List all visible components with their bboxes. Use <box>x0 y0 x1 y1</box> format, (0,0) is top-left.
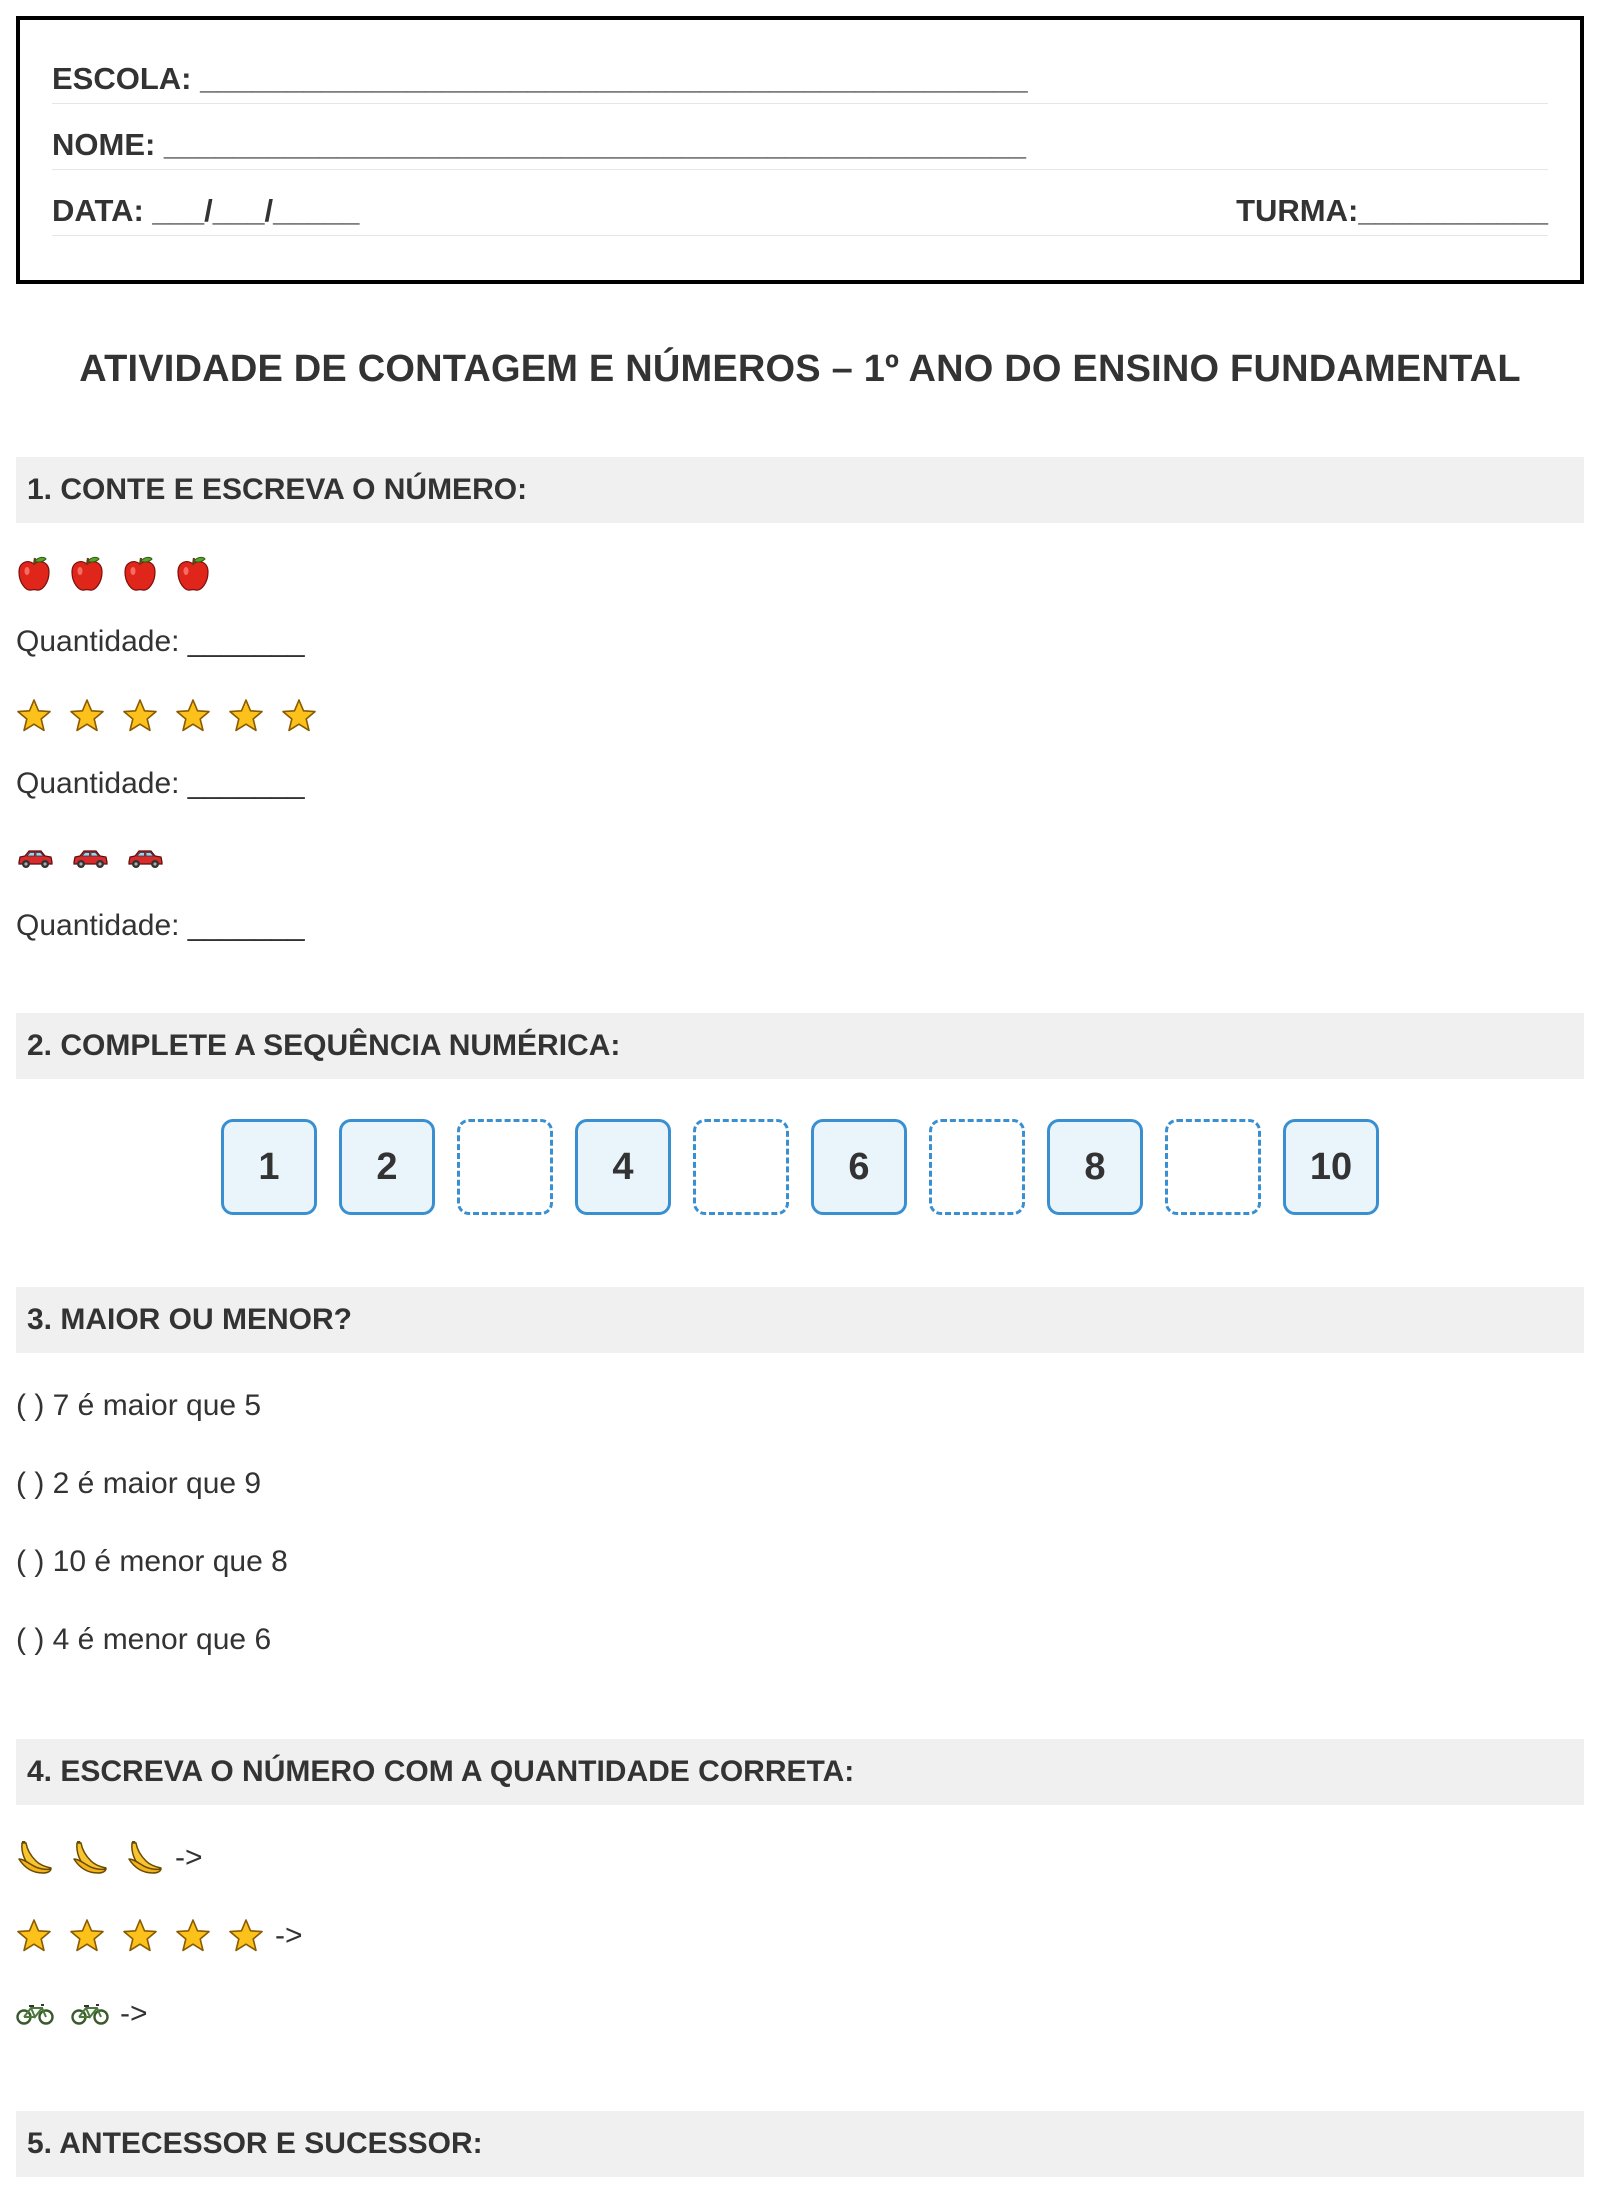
apple-icon <box>69 555 105 593</box>
star-icon <box>69 1918 105 1954</box>
sequence-number-box: 4 <box>575 1119 671 1215</box>
sequence-number-box: 8 <box>1047 1119 1143 1215</box>
quantity-answer-field[interactable]: Quantidade: _______ <box>16 625 305 658</box>
quantity-match-row <box>16 1819 1584 1897</box>
quantity-match-row <box>16 1897 1584 1975</box>
class-field[interactable]: TURMA:___________ <box>1236 193 1548 228</box>
bicycle-icon <box>71 2002 109 2026</box>
date-class-row <box>52 170 1548 236</box>
apple-icon <box>175 555 211 593</box>
section-1-heading: 1. CONTE E ESCREVA O NÚMERO: <box>16 457 1584 523</box>
quantity-answer-field[interactable]: Quantidade: _______ <box>16 909 305 942</box>
number-sequence <box>16 1119 1584 1215</box>
star-icon <box>122 698 158 734</box>
answer-arrow: -> <box>120 1997 148 2030</box>
answer-arrow: -> <box>175 1841 203 1874</box>
sequence-blank-box[interactable] <box>1165 1119 1261 1215</box>
banana-icon <box>71 1839 109 1877</box>
star-icon <box>16 698 52 734</box>
star-icon <box>175 1918 211 1954</box>
sequence-blank-box[interactable] <box>929 1119 1025 1215</box>
star-icon <box>281 698 317 734</box>
star-icon <box>69 698 105 734</box>
worksheet-title: ATIVIDADE DE CONTAGEM E NÚMEROS – 1º ANO DO ENSINO FUNDAMENTAL <box>79 348 1521 390</box>
star-icon <box>228 698 264 734</box>
section-3-body <box>16 1367 1584 1679</box>
quantity-match-row <box>16 1975 1584 2053</box>
car-icon <box>71 846 109 870</box>
car-icon <box>126 846 164 870</box>
sequence-number-box: 10 <box>1283 1119 1379 1215</box>
banana-icon <box>16 1839 54 1877</box>
section-4-body <box>16 1819 1584 2053</box>
sequence-blank-box[interactable] <box>693 1119 789 1215</box>
sequence-blank-box[interactable] <box>457 1119 553 1215</box>
section-3-heading: 3. MAIOR OU MENOR? <box>16 1287 1584 1353</box>
star-icon <box>16 1918 52 1954</box>
star-icon <box>122 1918 158 1954</box>
student-info-box <box>16 16 1584 284</box>
star-icon <box>175 698 211 734</box>
counting-icons-row <box>16 549 1584 599</box>
star-icon <box>228 1918 264 1954</box>
name-row <box>52 104 1548 170</box>
banana-icon <box>126 1839 164 1877</box>
bicycle-icon <box>16 2002 54 2026</box>
comparison-option[interactable]: ( ) 10 é menor que 8 <box>16 1545 288 1578</box>
sequence-number-box: 2 <box>339 1119 435 1215</box>
sequence-number-box: 1 <box>221 1119 317 1215</box>
comparison-option[interactable]: ( ) 7 é maior que 5 <box>16 1389 262 1422</box>
name-field[interactable]: NOME: __________________________________________________ <box>52 127 1026 162</box>
answer-arrow: -> <box>275 1919 303 1952</box>
section-5-heading: 5. ANTECESSOR E SUCESSOR: <box>16 2111 1584 2177</box>
school-row <box>52 38 1548 104</box>
counting-icons-row <box>16 833 1584 883</box>
section-4-heading: 4. ESCREVA O NÚMERO COM A QUANTIDADE CORRETA: <box>16 1739 1584 1805</box>
comparison-option[interactable]: ( ) 4 é menor que 6 <box>16 1623 272 1656</box>
school-field[interactable]: ESCOLA: ________________________________________________ <box>52 61 1028 96</box>
comparison-option[interactable]: ( ) 2 é maior que 9 <box>16 1467 262 1500</box>
quantity-answer-field[interactable]: Quantidade: _______ <box>16 767 305 800</box>
car-icon <box>16 846 54 870</box>
apple-icon <box>122 555 158 593</box>
sequence-number-box: 6 <box>811 1119 907 1215</box>
counting-icons-row <box>16 691 1584 741</box>
date-field[interactable]: DATA: ___/___/_____ <box>52 193 360 228</box>
section-1-body <box>16 549 1584 949</box>
apple-icon <box>16 555 52 593</box>
section-2-heading: 2. COMPLETE A SEQUÊNCIA NUMÉRICA: <box>16 1013 1584 1079</box>
